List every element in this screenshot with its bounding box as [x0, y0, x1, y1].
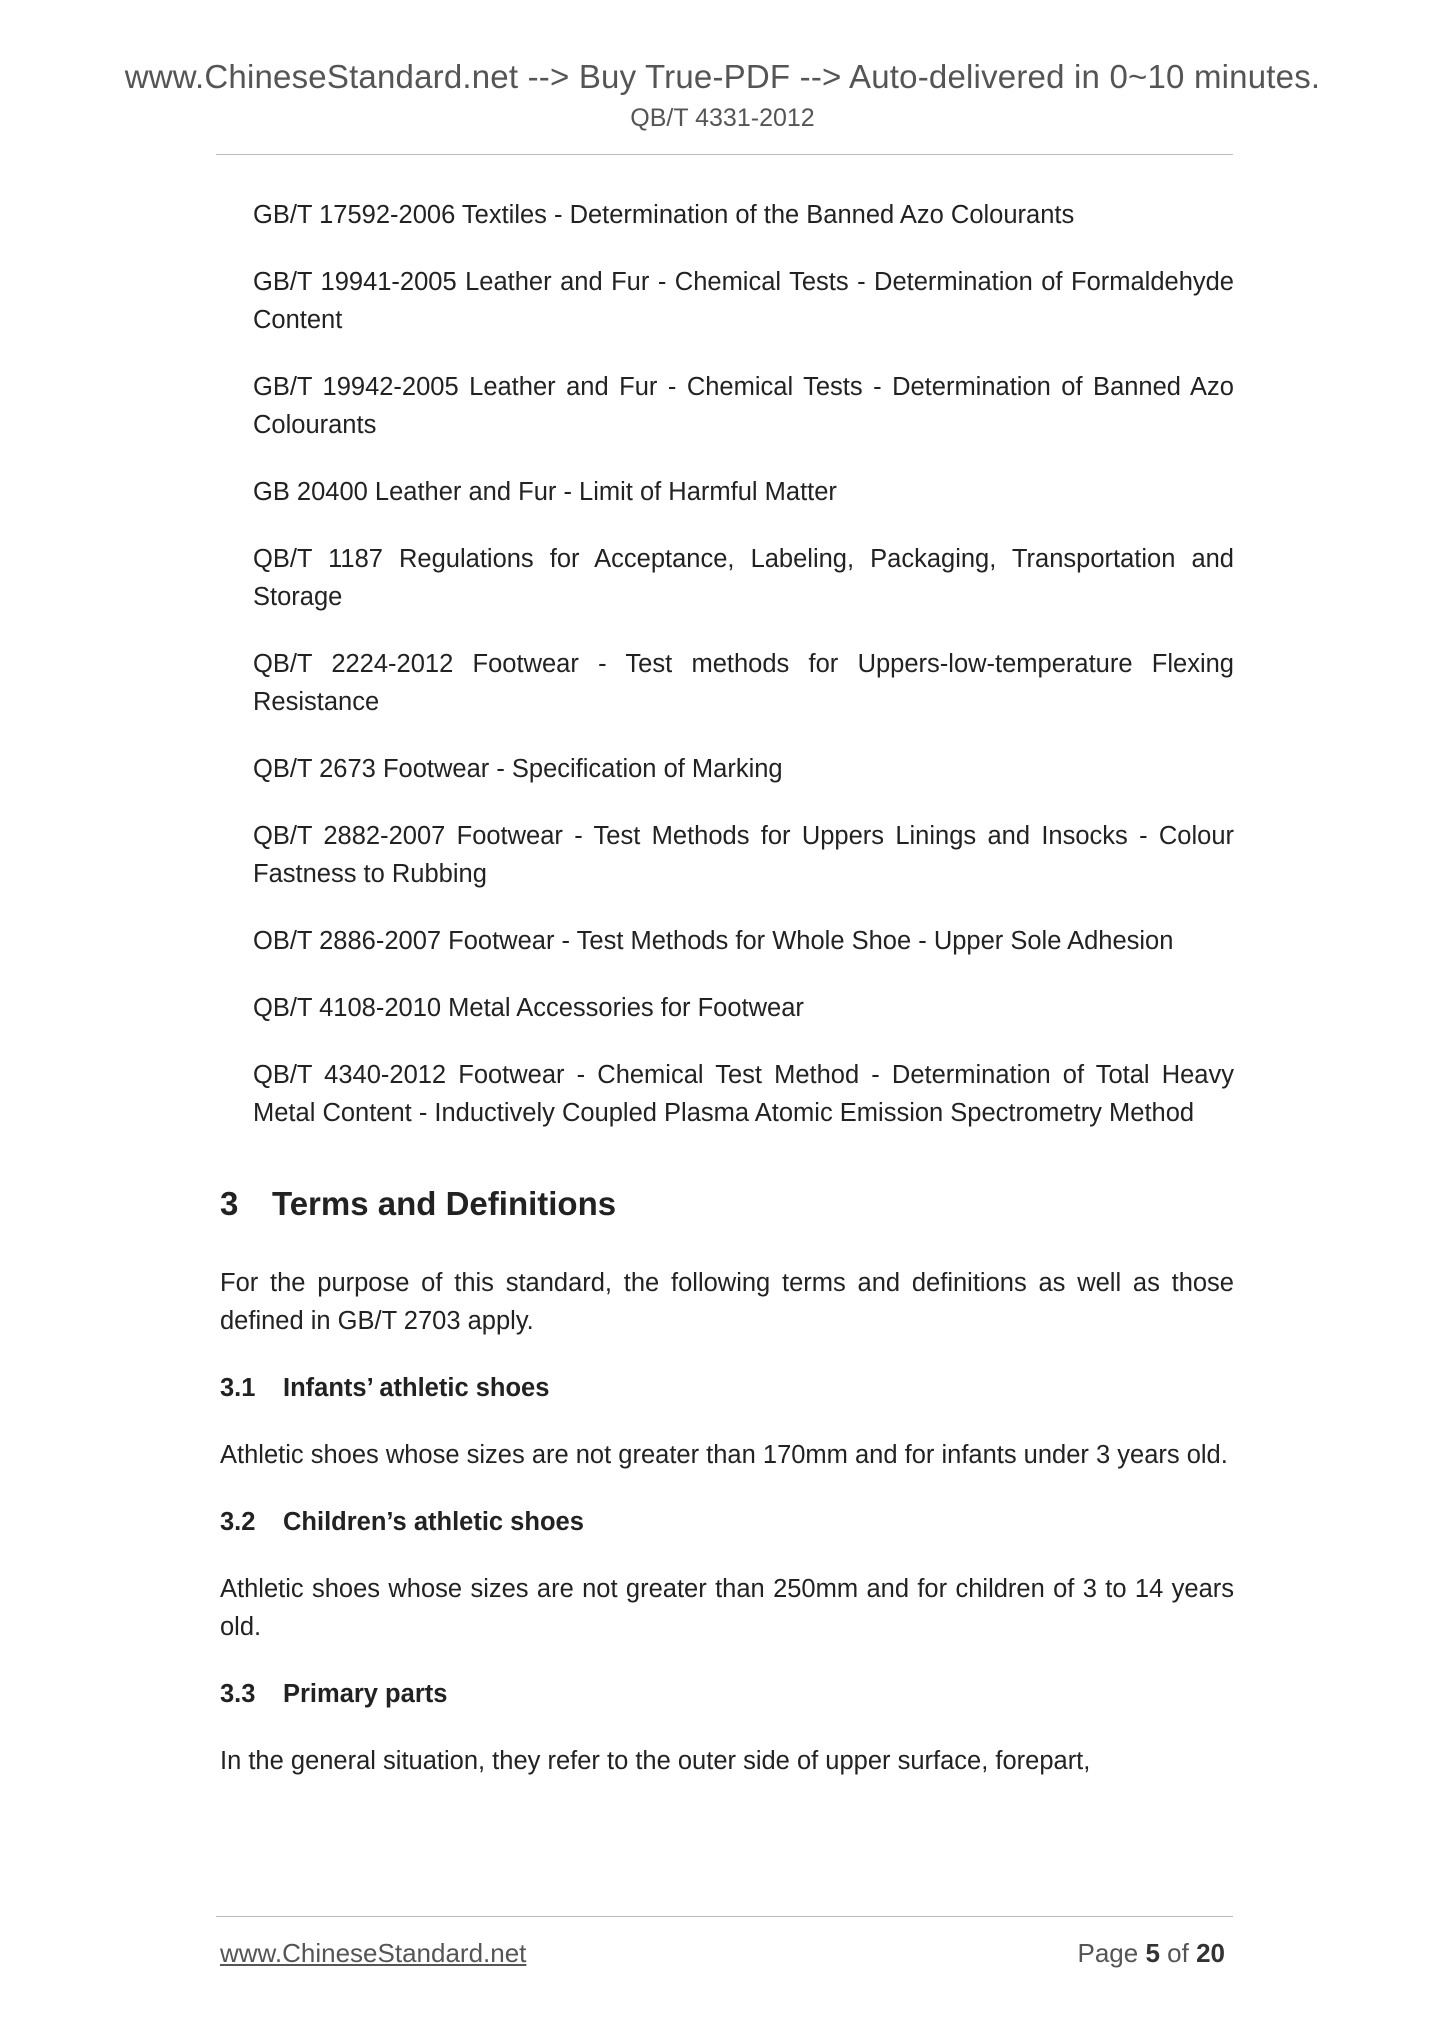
page-of: of — [1167, 1938, 1189, 1968]
section-intro: For the purpose of this standard, the following terms and definitions as well as those defined in GB/T 2703 apply. — [220, 1269, 1234, 1335]
definition-text: Athletic shoes whose sizes are not greater than 170mm and for infants under 3 years old. — [220, 1441, 1228, 1469]
subsection-number: 3.2 — [220, 1508, 256, 1536]
section-number: 3 — [220, 1185, 239, 1222]
header-divider — [216, 154, 1233, 155]
page-word: Page — [1077, 1938, 1139, 1968]
reference-item: OB/T 2886-2007 Footwear - Test Methods for Whole Shoe - Upper Sole Adhesion — [253, 927, 1174, 955]
page-indicator — [1077, 1938, 1225, 1969]
subsection-heading — [220, 1369, 1234, 1407]
footer-divider — [216, 1916, 1233, 1917]
reference-item: QB/T 2882-2007 Footwear - Test Methods for Uppers Linings and Insocks - Colour Fastness to Rubbing — [253, 822, 1234, 888]
subsection-number: 3.3 — [220, 1680, 256, 1708]
page-current: 5 — [1145, 1938, 1160, 1968]
reference-item: QB/T 4108-2010 Metal Accessories for Footwear — [253, 994, 804, 1022]
reference-item: GB/T 19941-2005 Leather and Fur - Chemical Tests - Determination of Formaldehyde Content — [253, 268, 1234, 334]
reference-item: QB/T 4340-2012 Footwear - Chemical Test Method - Determination of Total Heavy Metal Content - Inductively Coupled Plasma Atomic Emission Spectrometry Method — [253, 1061, 1234, 1127]
subsection-number: 3.1 — [220, 1374, 256, 1402]
page-total: 20 — [1196, 1938, 1225, 1968]
definition-text: In the general situation, they refer to the outer side of upper surface, forepart, — [220, 1747, 1091, 1775]
definition-text: Athletic shoes whose sizes are not greater than 250mm and for children of 3 to 14 years old. — [220, 1575, 1234, 1641]
header-banner: www.ChineseStandard.net --> Buy True-PDF --> Auto-delivered in 0~10 minutes. — [124, 58, 1321, 95]
reference-item: GB/T 19942-2005 Leather and Fur - Chemical Tests - Determination of Banned Azo Colourants — [253, 373, 1234, 439]
subsection-title: Primary parts — [283, 1680, 448, 1708]
subsection-heading — [220, 1675, 1234, 1713]
section-title: Terms and Definitions — [272, 1185, 617, 1222]
reference-item: GB/T 17592-2006 Textiles - Determination of the Banned Azo Colourants — [253, 201, 1075, 229]
reference-item: QB/T 1187 Regulations for Acceptance, Labeling, Packaging, Transportation and Storage — [253, 545, 1234, 611]
document-id: QB/T 4331-2012 — [630, 104, 815, 132]
subsection-title: Children’s athletic shoes — [283, 1508, 584, 1536]
reference-item: GB 20400 Leather and Fur - Limit of Harmful Matter — [253, 478, 837, 506]
subsection-heading — [220, 1503, 1234, 1541]
page-content — [220, 196, 1234, 1809]
reference-item: QB/T 2673 Footwear - Specification of Marking — [253, 755, 783, 783]
footer-website-link[interactable]: www.ChineseStandard.net — [220, 1938, 527, 1968]
subsection-title: Infants’ athletic shoes — [283, 1374, 550, 1402]
section-heading — [220, 1184, 1234, 1224]
reference-item: QB/T 2224-2012 Footwear - Test methods for Uppers-low-temperature Flexing Resistance — [253, 650, 1234, 716]
